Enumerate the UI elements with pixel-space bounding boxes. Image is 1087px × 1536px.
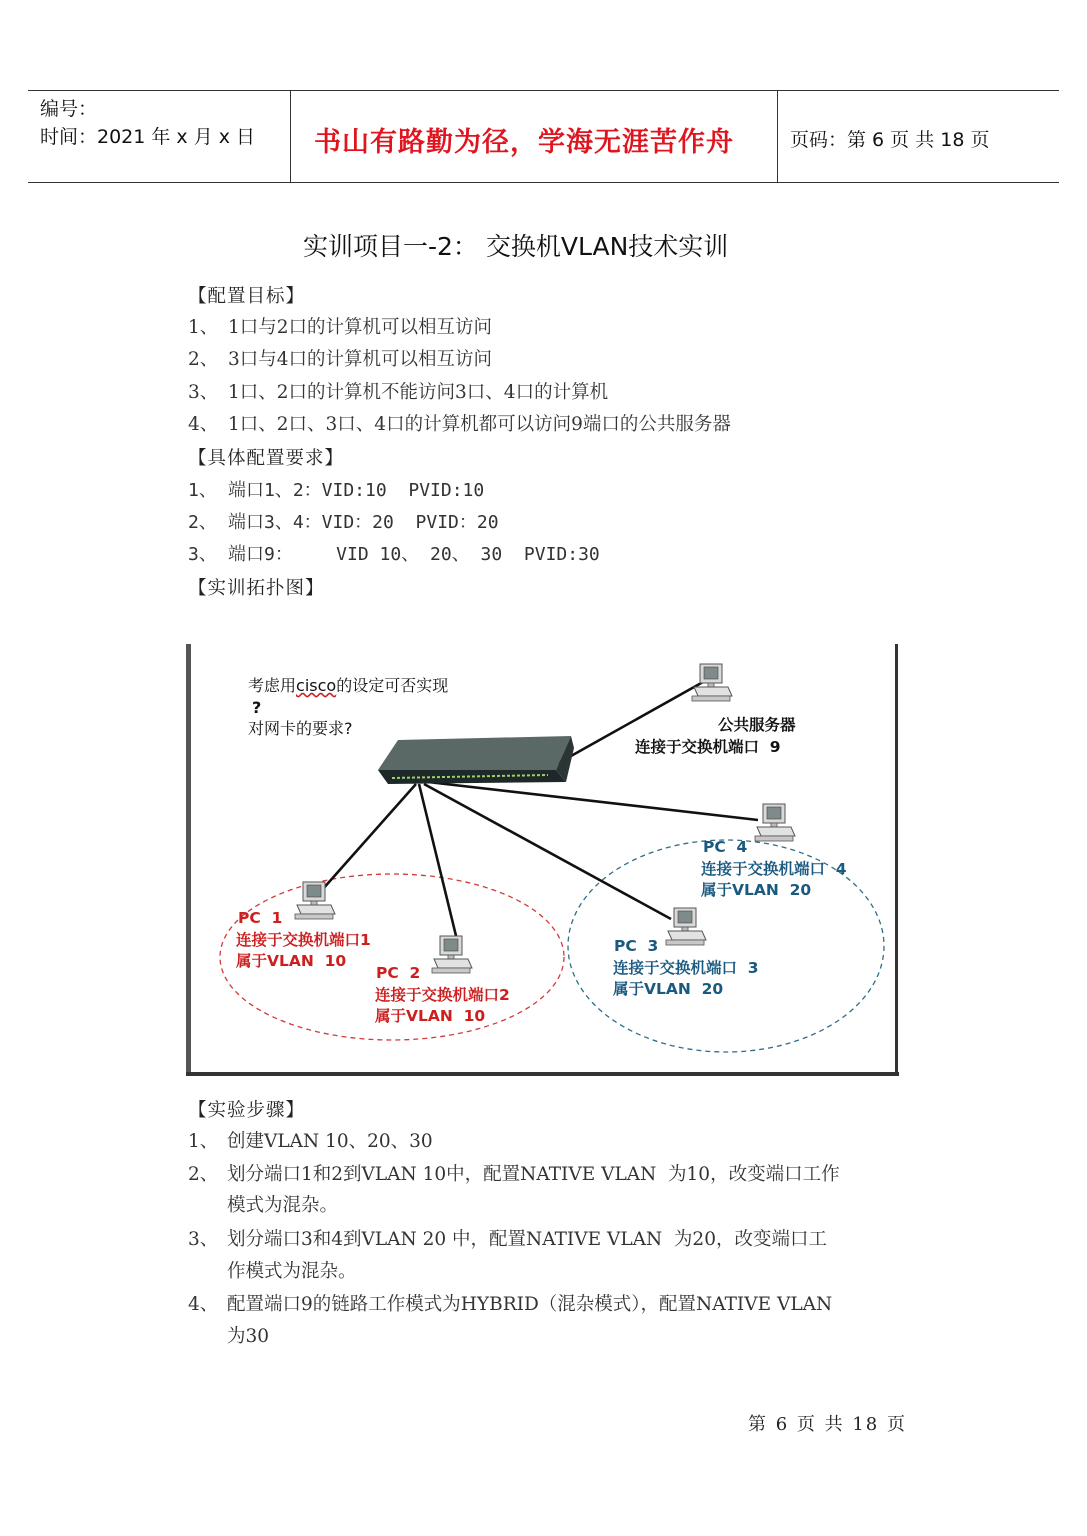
- page-title: 实训项目一-2： 交换机VLAN技术实训: [303, 232, 729, 261]
- pc3-vlan: 属于VLAN 20: [613, 980, 724, 998]
- goal-item: 4、 1口、2口、3口、4口的计算机都可以访问9端口的公共服务器: [188, 414, 731, 435]
- header-divider: [290, 90, 291, 182]
- step-text-continued: 为30: [227, 1326, 270, 1347]
- frame-left-border: [186, 644, 191, 1076]
- page-footer: 第 6 页 共 18 页: [748, 1414, 907, 1435]
- goal-item: 3、 1口、2口的计算机不能访问3口、4口的计算机: [188, 382, 609, 403]
- frame-bottom-border: [186, 1072, 899, 1076]
- diagram-question-line3: 对网卡的要求?: [248, 719, 353, 738]
- pc4-vlan: 属于VLAN 20: [701, 881, 812, 899]
- topology-diagram: [186, 644, 899, 1078]
- section-heading-steps: 【实验步骤】: [188, 1100, 306, 1121]
- pc1-name: PC 1: [238, 909, 283, 927]
- header-divider: [777, 90, 778, 182]
- step-text-continued: 作模式为混杂。: [227, 1261, 357, 1282]
- step-text: 创建VLAN 10、20、30: [227, 1131, 433, 1152]
- pc2-port: 连接于交换机端口2: [375, 986, 510, 1004]
- requirement-item: 2、 端口3、4：VID：20 PVID：20: [188, 512, 499, 533]
- diagram-question-line1: 考虑用cisco的设定可否实现: [248, 676, 449, 695]
- pc4-name: PC 4: [703, 838, 748, 856]
- page-info: 页码：第 6 页 共 18 页: [790, 129, 990, 151]
- pc3-name: PC 3: [614, 937, 659, 955]
- switch-device: [378, 736, 574, 784]
- step-number: 1、: [188, 1131, 219, 1152]
- frame-right-border: [895, 644, 898, 1076]
- step-text: 配置端口9的链路工作模式为HYBRID（混杂模式），配置NATIVE VLAN: [227, 1294, 833, 1315]
- section-heading-requirements: 【具体配置要求】: [188, 448, 345, 469]
- step-number: 3、: [188, 1229, 219, 1250]
- server-label: 公共服务器: [718, 716, 796, 734]
- header-top-rule: [28, 90, 1059, 91]
- goal-item: 1、 1口与2口的计算机可以相互访问: [188, 317, 493, 338]
- header-bottom-rule: [28, 182, 1059, 183]
- step-text: 划分端口1和2到VLAN 10中，配置NATIVE VLAN 为10，改变端口工作: [227, 1164, 840, 1185]
- goal-item: 2、 3口与4口的计算机可以相互访问: [188, 349, 493, 370]
- doc-time: 时间：2021 年 x 月 x 日: [40, 126, 256, 148]
- doc-number-label: 编号：: [40, 98, 98, 120]
- requirement-item: 1、 端口1、2：VID:10 PVID:10: [188, 480, 485, 501]
- step-text-continued: 模式为混杂。: [227, 1195, 339, 1216]
- step-text: 划分端口3和4到VLAN 20 中，配置NATIVE VLAN 为20，改变端口工: [227, 1229, 827, 1250]
- pc3-port: 连接于交换机端口 3: [613, 959, 759, 977]
- server-port-label: 连接于交换机端口 9: [635, 738, 781, 756]
- pc2-vlan: 属于VLAN 10: [375, 1007, 486, 1025]
- pc2-name: PC 2: [376, 964, 421, 982]
- step-number: 4、: [188, 1294, 219, 1315]
- pc1-port: 连接于交换机端口1: [236, 931, 371, 949]
- section-heading-goals: 【配置目标】: [188, 286, 306, 307]
- step-number: 2、: [188, 1164, 219, 1185]
- requirement-item: 3、 端口9： VID 10、 20、 30 PVID:30: [188, 544, 600, 565]
- pc1-vlan: 属于VLAN 10: [236, 952, 347, 970]
- pc4-port: 连接于交换机端口 4: [701, 860, 847, 878]
- section-heading-topology: 【实训拓扑图】: [188, 578, 325, 599]
- diagram-question-line2: ?: [252, 698, 262, 717]
- header-motto: 书山有路勤为径，学海无涯苦作舟: [314, 127, 734, 158]
